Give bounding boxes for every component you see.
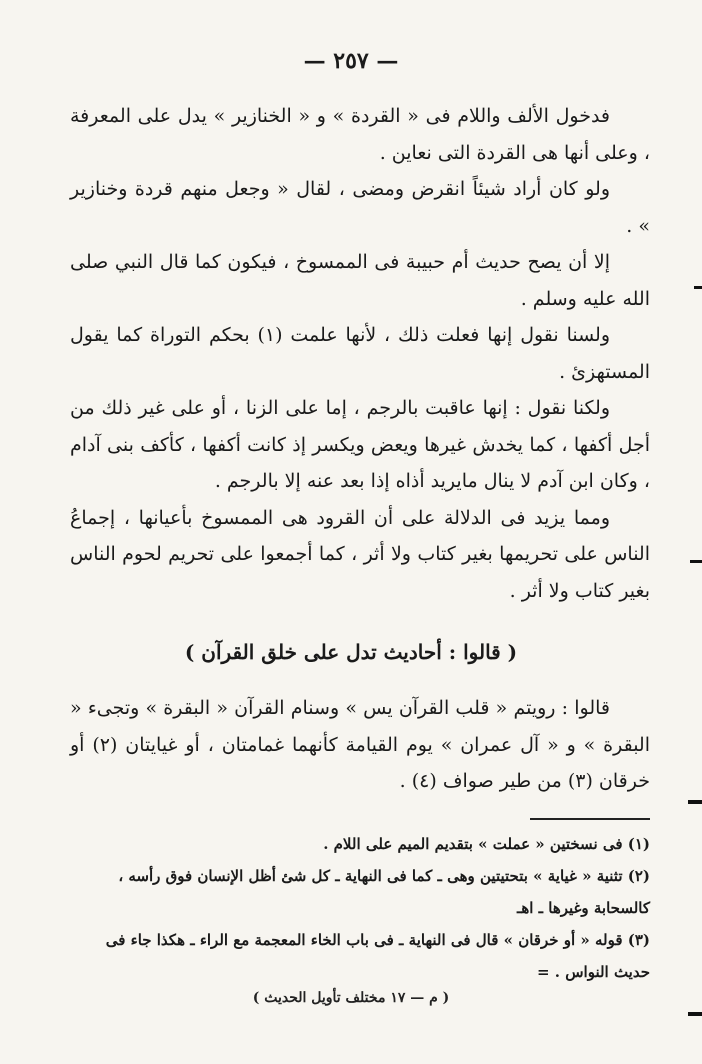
edge-mark [694, 286, 702, 289]
page-number: — ٢٥٧ — [303, 48, 399, 74]
main-text [70, 98, 650, 609]
paragraph: ومما يزيد فى الدلالة على أن القرود هى الممسوخ بأعيانها ، إجماعُ الناس على تحريمها بغير كتاب ولا أثر ، كما أجمعوا على تحريم لحوم الناس بغير كتاب ولا أثر . [70, 506, 650, 602]
paragraph: قالوا : رويتم « قلب القرآن يس » وسنام القرآن « البقرة » وتجىء « البقرة » و « آل عمران » يوم القيامة كأنهما غمامتان ، أو غيايتان (٢) أو خرقان (٣) من طير صواف (٤) . [70, 697, 650, 792]
paragraph: ولسنا نقول إنها فعلت ذلك ، لأنها علمت (١) بحكم التوراة كما يقول المستهزئ . [70, 324, 650, 383]
section-heading: ( قالوا : أحاديث تدل على خلق القرآن ) [184, 640, 518, 664]
paragraph: ولكنا نقول : إنها عاقبت بالرجم ، إما على الزنا ، أو على غير ذلك من أجل أكفها ، كما يخدش غيرها ويعض ويكسر إذ كانت أكفها ، كأكف بنى آدام ، وكان ابن آدم لا ينال مايريد أذاه إذا بعد عنه إلا بالرجم . [70, 397, 650, 492]
paragraph: إلا أن يصح حديث أم حبيبة فى الممسوخ ، فيكون كما قال النبي صلى الله عليه وسلم . [70, 251, 650, 310]
footnote-divider [530, 818, 650, 820]
footnote: (٢) تثنية « غياية » بتحتيتين وهى ـ كما فى النهاية ـ كل شئ أظل الإنسان فوق رأسه ، كالسحابة وغيرها ـ اهـ [118, 867, 650, 917]
edge-mark [688, 800, 702, 804]
paragraph: فدخول الألف واللام فى « القردة » و « الخنازير » يدل على المعرفة ، وعلى أنها هى القردة التى نعاين . [70, 105, 650, 164]
footnote: (٣) قوله « أو خرقان » قال فى النهاية ـ فى باب الخاء المعجمة مع الراء ـ هكذا جاء فى حديث النواس . = [105, 931, 650, 981]
footnotes [70, 828, 650, 988]
signature-line: ( م — ١٧ مختلف تأويل الحديث ) [252, 990, 450, 1006]
footnote: (١) فى نسختين « عملت » بتقديم الميم على اللام . [323, 835, 650, 853]
edge-mark [688, 1012, 702, 1016]
paragraph: ولو كان أراد شيئاً انقرض ومضى ، لقال « وجعل منهم قردة وخنازير » . [70, 178, 650, 237]
edge-mark [690, 560, 702, 563]
section-text [70, 690, 650, 800]
